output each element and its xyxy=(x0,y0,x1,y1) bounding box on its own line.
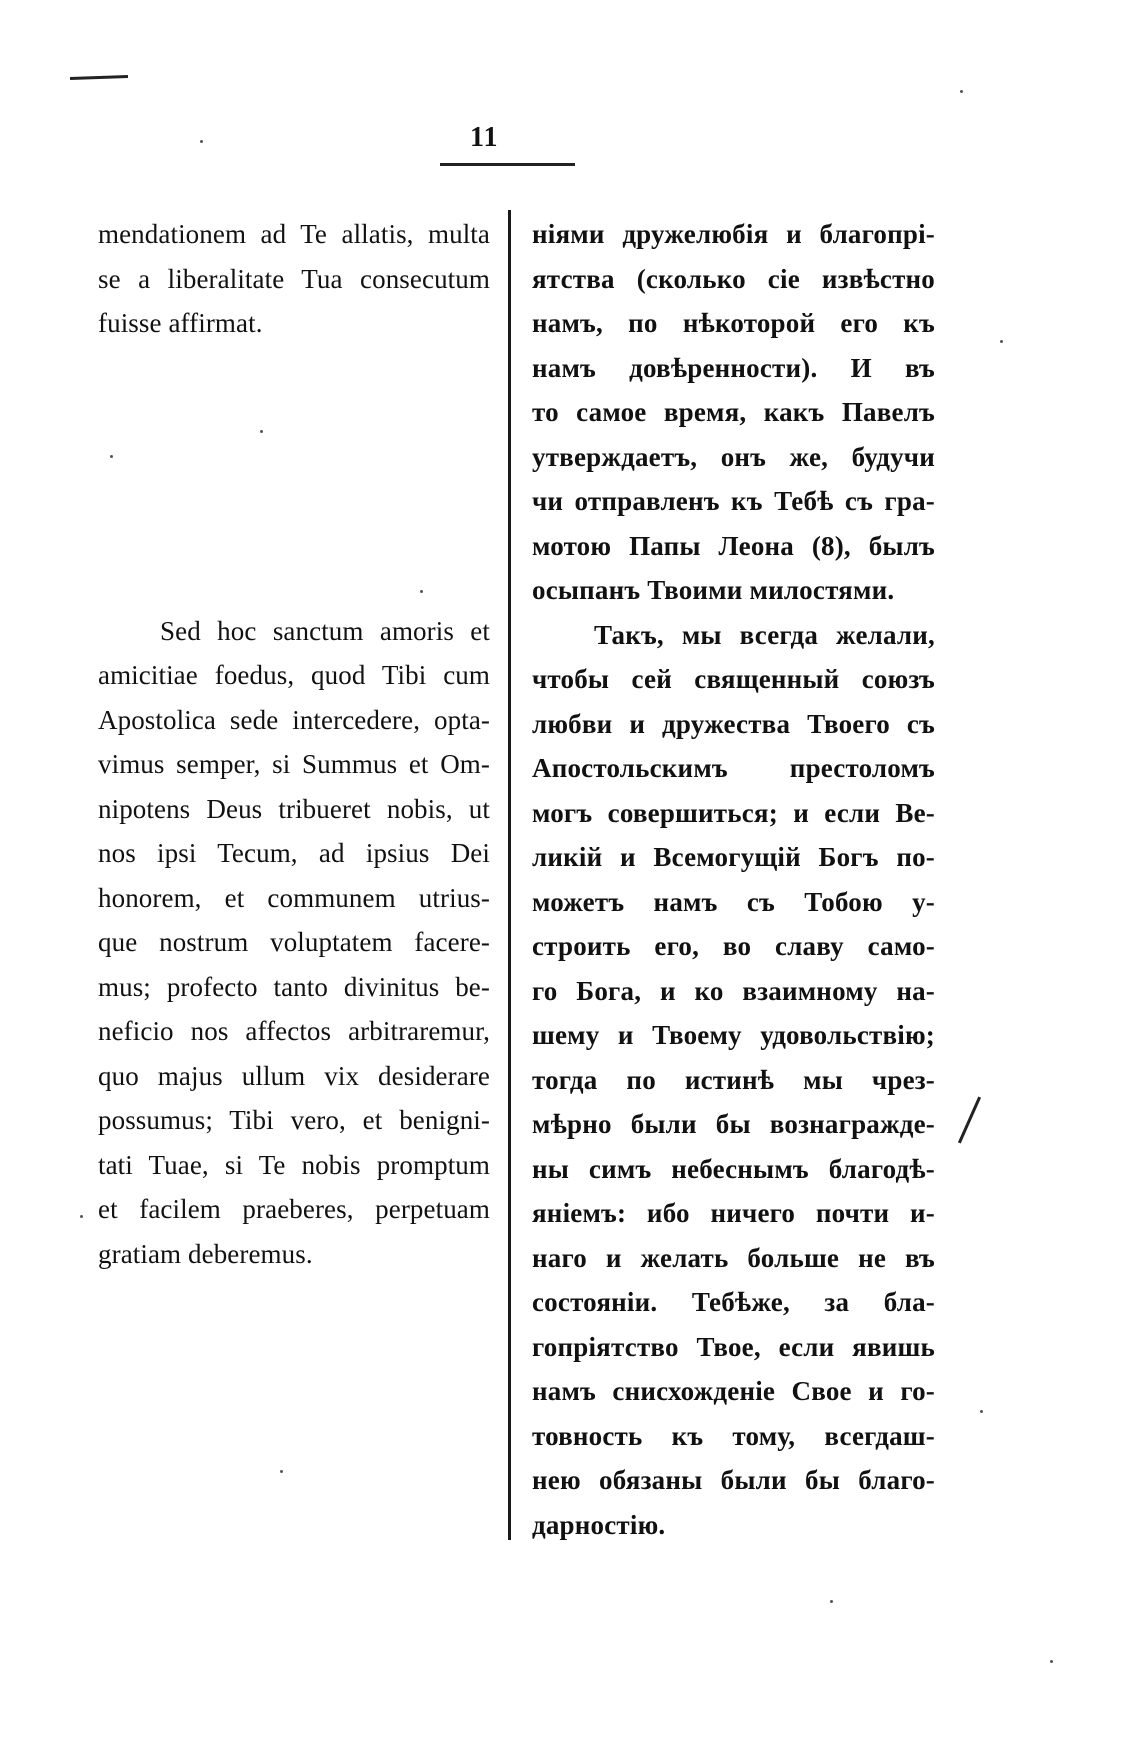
text-line: vimus semper, si Summus et Om- xyxy=(98,749,490,779)
print-speck xyxy=(280,1470,283,1473)
text-line: гопріятство Твое, если явишь xyxy=(532,1331,935,1362)
text-line: осыпанъ Твоими милостями. xyxy=(532,575,895,605)
text-line: Апостольскимъ престоломъ xyxy=(532,753,935,783)
print-speck xyxy=(260,430,263,433)
text-line: Такъ, мы всегда желали, xyxy=(594,619,935,650)
print-speck xyxy=(420,590,423,593)
text-line: состояніи. Тебѣже, за бла- xyxy=(532,1287,935,1317)
latin-paragraph-2 xyxy=(98,609,490,1277)
text-line: шему и Твоему удовольствію; xyxy=(532,1020,935,1050)
text-line: ликій и Всемогущій Богъ по- xyxy=(532,842,935,872)
russian-column xyxy=(532,212,935,1547)
text-line: дарностію. xyxy=(532,1509,666,1540)
text-line: чтобы сей священный союзъ xyxy=(532,664,935,694)
text-line: Sed hoc sanctum amoris et xyxy=(160,615,490,646)
text-line: мѣрно были бы вознагражде- xyxy=(532,1109,935,1139)
text-line: чи отправленъ къ Тебѣ съ гра- xyxy=(532,486,935,516)
text-line: могъ совершиться; и если Ве- xyxy=(532,797,935,828)
text-line: го Бога, и ко взаимному на- xyxy=(532,975,935,1006)
text-line: fuisse affirmat. xyxy=(98,308,263,338)
text-line: et facilem praeberes, perpetuam xyxy=(98,1194,490,1224)
print-speck xyxy=(80,1215,83,1218)
text-line: нею обязаны были бы благо- xyxy=(532,1465,935,1495)
print-speck xyxy=(980,1410,983,1413)
text-line: наго и желать больше не въ xyxy=(532,1242,935,1273)
page-number: 11 xyxy=(470,122,499,153)
latin-column xyxy=(98,212,490,1276)
text-line: намъ снисхожденіе Свое и го- xyxy=(532,1376,935,1406)
print-speck xyxy=(830,1600,833,1603)
text-line: намъ, по нѣкоторой его къ xyxy=(532,308,935,338)
print-speck xyxy=(960,90,963,93)
corner-print-mark xyxy=(70,75,128,80)
print-speck xyxy=(200,140,203,143)
text-line: que nostrum voluptatem facere- xyxy=(98,927,490,957)
paragraph-gap xyxy=(98,346,490,609)
print-speck xyxy=(1000,340,1003,343)
text-line: neficio nos affectos arbitraremur, xyxy=(98,1016,490,1046)
text-line: Apostolica sede intercedere, opta- xyxy=(98,704,490,735)
text-line: honorem, et communem utrius- xyxy=(98,882,490,913)
text-line: мотою Папы Леона (8), былъ xyxy=(532,530,935,561)
text-line: possumus; Tibi vero, et benigni- xyxy=(98,1105,490,1135)
text-line: quo majus ullum vix desiderare xyxy=(98,1060,490,1091)
text-line: amicitiae foedus, quod Tibi cum xyxy=(98,660,490,690)
text-line: mus; profecto tanto divinitus be- xyxy=(98,971,490,1002)
russian-paragraph-2 xyxy=(532,613,935,1548)
text-line: можетъ намъ съ Тобою у- xyxy=(532,886,935,917)
text-line: tati Tuae, si Te nobis promptum xyxy=(98,1149,490,1180)
column-divider xyxy=(508,210,511,1540)
text-line: gratiam deberemus. xyxy=(98,1238,313,1269)
text-line: se a liberalitate Tua consecutum xyxy=(98,263,490,294)
text-line: товность къ тому, всегдаш- xyxy=(532,1420,935,1451)
print-speck xyxy=(1050,1660,1053,1663)
text-line: ятства (сколько сіе извѣстно xyxy=(532,263,935,294)
text-line: строить его, во славу само- xyxy=(532,931,935,961)
russian-paragraph-1 xyxy=(532,212,935,613)
text-line: тогда по истинѣ мы чрез- xyxy=(532,1064,935,1095)
text-line: утверждаетъ, онъ же, будучи xyxy=(532,441,935,472)
text-line: ны симъ небеснымъ благодѣ- xyxy=(532,1153,935,1184)
text-line: намъ довѣренности). И въ xyxy=(532,352,935,383)
text-line: mendationem ad Te allatis, multa xyxy=(98,219,490,249)
text-line: любви и дружества Твоего съ xyxy=(532,708,935,739)
header-rule xyxy=(440,163,575,166)
latin-paragraph-1 xyxy=(98,212,490,346)
text-line: то самое время, какъ Павелъ xyxy=(532,397,935,427)
margin-pen-mark xyxy=(958,1097,981,1144)
text-line: ніями дружелюбія и благопрі- xyxy=(532,219,935,249)
text-line: nos ipsi Tecum, ad ipsius Dei xyxy=(98,838,490,868)
print-speck xyxy=(110,455,113,458)
text-line: яніемъ: ибо ничего почти и- xyxy=(532,1198,935,1228)
text-line: nipotens Deus tribueret nobis, ut xyxy=(98,793,490,824)
